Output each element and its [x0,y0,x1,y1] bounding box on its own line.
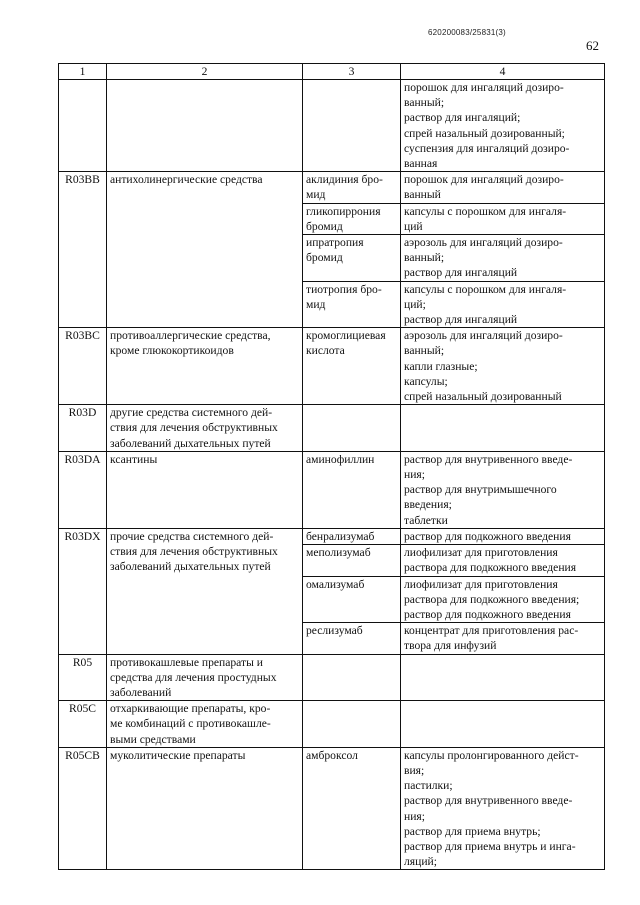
group-name-cell [107,528,303,654]
group-name-line: заболеваний [110,685,172,699]
drug-name-cell [303,701,401,748]
dosage-form-line: капсулы с порошком для ингаля- [404,282,567,296]
dosage-form-line: порошок для ингаляций дозиро- [404,173,564,187]
dosage-form-cell [401,545,605,576]
drug-name-cell [303,235,401,282]
dosage-form-cell [401,235,605,282]
dosage-form-cell [401,701,605,748]
group-name-cell [107,701,303,748]
table-row [59,528,605,544]
drug-name-line: бенрализумаб [306,529,375,543]
group-name-line: муколитические препараты [110,748,246,762]
dosage-form-line: капсулы; [404,374,448,388]
dosage-form-cell [401,405,605,452]
group-name-line: ствия для лечения обструктивных [110,545,278,559]
header-col-1: 1 [59,64,107,80]
drug-name-line: бромид [306,251,343,265]
drug-name-cell [303,451,401,528]
dosage-form-line: раствор для внутривенного введе- [404,452,573,466]
dosage-form-line: твора для инфузий [404,639,497,653]
atc-code-cell: R03D [59,405,107,452]
dosage-form-cell [401,747,605,870]
table-row [59,405,605,452]
group-name-line: прочие средства системного дей- [110,529,274,543]
drug-name-line: гликопиррония [306,204,381,218]
dosage-form-line: раствор для приема внутрь и инга- [404,839,576,853]
drug-name-line: тиотропия бро- [306,282,382,296]
dosage-form-line: спрей назальный дозированный [404,390,562,404]
dosage-form-line: суспензия для ингаляций дозиро- [404,141,570,155]
dosage-form-line: порошок для ингаляций дозиро- [404,81,564,94]
dosage-form-cell [401,172,605,203]
group-name-line: ксантины [110,452,158,466]
dosage-form-cell [401,203,605,234]
dosage-form-line: раствор для ингаляций [404,313,518,327]
group-name-cell [107,405,303,452]
drug-name-cell [303,623,401,654]
drug-name-line: бромид [306,219,343,233]
dosage-form-line: ния; [404,809,425,823]
dosage-form-line: раствор для внутривенного введе- [404,794,573,808]
table-row [59,701,605,748]
header-row [59,64,605,80]
dosage-form-line: введения; [404,498,452,512]
header-col-3: 3 [303,64,401,80]
dosage-form-cell [401,623,605,654]
dosage-form-line: лиофилизат для приготовления [404,546,558,560]
dosage-form-line: ций; [404,297,426,311]
group-name-cell [107,747,303,870]
drug-name-cell [303,747,401,870]
dosage-form-cell [401,576,605,623]
drug-name-cell [303,281,401,328]
dosage-form-line: ванный; [404,96,445,110]
dosage-form-line: аэрозоль для ингаляций дозиро- [404,236,563,250]
group-name-line: средства для лечения простудных [110,670,277,684]
drug-name-line: омализумаб [306,577,365,591]
dosage-form-line: ванный; [404,251,445,265]
dosage-form-line: пастилки; [404,779,453,793]
table-row [59,747,605,870]
group-name-cell [107,451,303,528]
group-name-cell [107,80,303,172]
dosage-form-line: лиофилизат для приготовления [404,577,558,591]
group-name-line: противокашлевые препараты и [110,655,263,669]
group-name-line: отхаркивающие препараты, кро- [110,702,271,716]
dosage-form-cell [401,528,605,544]
group-name-cell [107,172,303,328]
table-row [59,451,605,528]
dosage-form-line: таблетки [404,513,448,527]
dosage-form-line: капсулы пролонгированного дейст- [404,748,579,762]
drug-name-line: амброксол [306,748,358,762]
dosage-form-line: капли глазные; [404,359,478,373]
table-row [59,172,605,203]
drug-name-line: меполизумаб [306,546,371,560]
dosage-form-cell [401,281,605,328]
atc-code-cell: R03DA [59,451,107,528]
drug-name-line: мид [306,297,326,311]
atc-code-cell: R05 [59,654,107,701]
drug-name-cell [303,80,401,172]
drug-name-cell [303,654,401,701]
dosage-form-line: капсулы с порошком для ингаля- [404,204,567,218]
dosage-form-line: ляций; [404,855,437,869]
group-name-line: противоаллергические средства, [110,329,271,343]
drug-name-line: кромоглициевая [306,329,386,343]
dosage-form-cell [401,654,605,701]
dosage-form-line: аэрозоль для ингаляций дозиро- [404,329,563,343]
atc-code-cell: R03DX [59,528,107,654]
group-name-line: заболеваний дыхательных путей [110,436,271,450]
atc-code-cell: R05CB [59,747,107,870]
atc-code-cell: R03BB [59,172,107,328]
atc-code-cell [59,80,107,172]
group-name-line: ствия для лечения обструктивных [110,421,278,435]
atc-code-cell: R05C [59,701,107,748]
group-name-line: выми средствами [110,732,196,746]
drug-name-cell [303,528,401,544]
drug-name-line: реслизумаб [306,624,363,638]
dosage-form-line: раствор для подкожного введения [404,529,571,543]
dosage-form-line: ванная [404,157,438,171]
drug-name-cell [303,576,401,623]
dosage-form-line: раствор для приема внутрь; [404,824,541,838]
dosage-form-line: спрей назальный дозированный; [404,126,565,140]
drug-name-line: кислота [306,344,345,358]
group-name-line: другие средства системного дей- [110,406,273,420]
dosage-form-cell [401,80,605,172]
drug-name-line: аклидиния бро- [306,173,383,187]
dosage-form-line: ванный; [404,344,445,358]
dosage-form-cell [401,328,605,405]
page-number: 62 [586,38,599,53]
dosage-form-line: раствора для подкожного введения; [404,592,580,606]
drug-name-cell [303,172,401,203]
medication-table [58,63,605,870]
group-name-line: кроме глюкокортикоидов [110,344,234,358]
group-name-cell [107,328,303,405]
dosage-form-line: концентрат для приготовления рас- [404,624,579,638]
dosage-form-line: раствор для ингаляций; [404,111,521,125]
dosage-form-line: раствор для подкожного введения [404,607,571,621]
dosage-form-cell [401,451,605,528]
dosage-form-line: раствора для подкожного введения [404,561,577,575]
drug-name-cell [303,203,401,234]
dosage-form-line: раствор для ингаляций [404,266,518,280]
dosage-form-line: ций [404,219,423,233]
group-name-line: антихолинергические средства [110,173,263,187]
header-col-4: 4 [401,64,605,80]
group-name-line: заболеваний дыхательных путей [110,560,271,574]
atc-code-cell: R03BC [59,328,107,405]
table-row [59,80,605,172]
dosage-form-line: раствор для внутримышечного [404,483,557,497]
drug-name-cell [303,545,401,576]
drug-name-line: аминофиллин [306,452,375,466]
drug-name-line: мид [306,188,326,202]
group-name-cell [107,654,303,701]
dosage-form-line: ния; [404,468,425,482]
dosage-form-line: ванный [404,188,441,202]
drug-name-cell [303,328,401,405]
drug-name-line: ипратропия [306,236,364,250]
table-row [59,328,605,405]
table-row [59,654,605,701]
header-col-2: 2 [107,64,303,80]
drug-name-cell [303,405,401,452]
dosage-form-line: вия; [404,763,425,777]
document-id: 620200083/25831(3) [428,28,506,37]
group-name-line: ме комбинаций с противокашле- [110,717,271,731]
